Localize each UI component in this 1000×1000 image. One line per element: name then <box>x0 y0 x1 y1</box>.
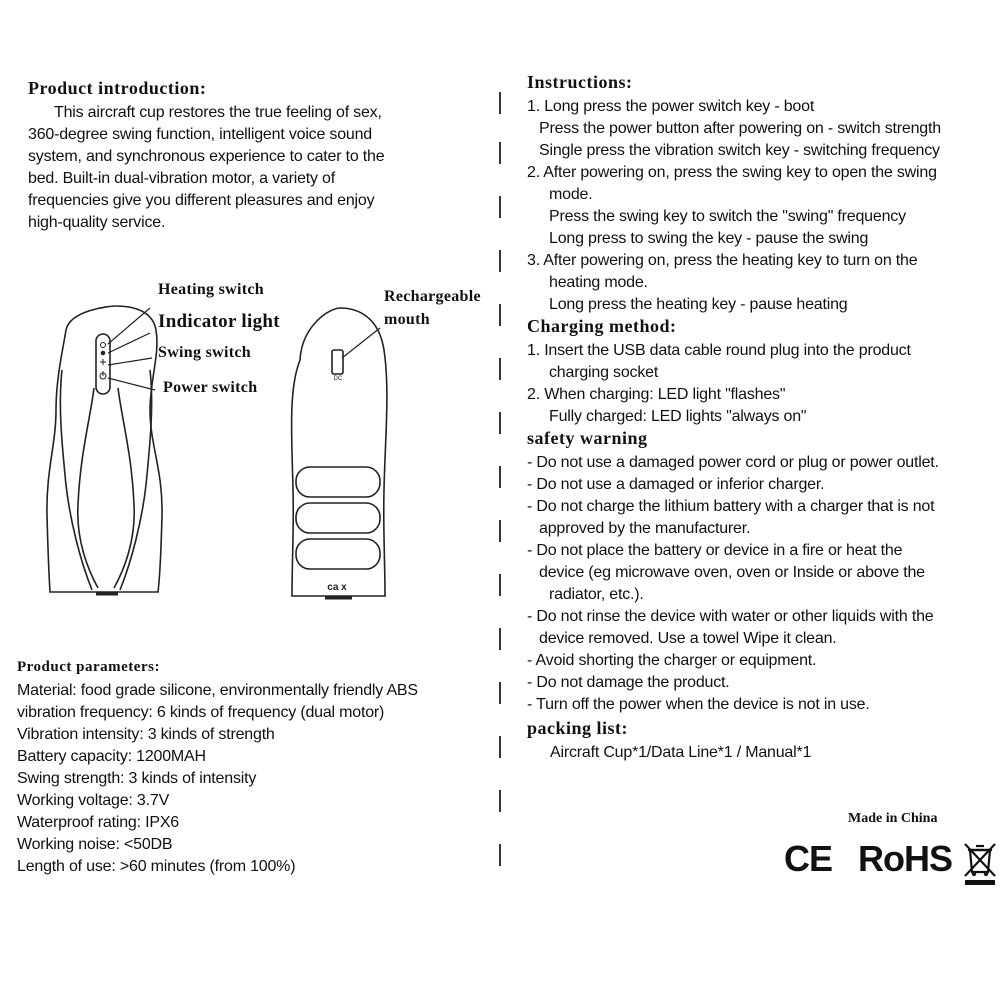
charging-heading: Charging method: <box>527 316 677 336</box>
weee-bin-icon <box>962 840 998 886</box>
product-params-heading: Product parameters: <box>17 659 160 675</box>
param-line: Waterproof rating: IPX6 <box>17 814 179 831</box>
rohs-mark: RoHS <box>858 838 952 879</box>
instruction-line: 1. Long press the power switch key - boot <box>527 98 815 115</box>
param-line: Battery capacity: 1200MAH <box>17 748 206 765</box>
instruction-line: Press the swing key to switch the "swing" frequency <box>549 208 906 225</box>
param-line: Working voltage: 3.7V <box>17 792 170 809</box>
safety-line: - Do not charge the lithium battery with a charger that is not <box>527 498 935 515</box>
safety-line: - Do not rinse the device with water or other liquids with the <box>527 608 934 625</box>
label-swing-switch: Swing switch <box>158 344 251 361</box>
safety-line: radiator, etc.). <box>549 586 644 603</box>
port-mark: DC <box>333 376 343 382</box>
back-leader-line <box>342 328 380 358</box>
param-line: Material: food grade silicone, environmentally friendly ABS <box>17 682 418 699</box>
back-mark: ca x <box>327 582 347 593</box>
control-panel-icons <box>100 343 106 380</box>
safety-line: device (eg microwave oven, oven or Inside or above the <box>539 564 925 581</box>
safety-line: - Do not use a damaged or inferior charger. <box>527 476 825 493</box>
instruction-line: Single press the vibration switch key - switching frequency <box>539 142 940 159</box>
param-line: Vibration intensity: 3 kinds of strength <box>17 726 275 743</box>
safety-line: device removed. Use a towel Wipe it clean. <box>539 630 837 647</box>
made-in-china: Made in China <box>848 811 938 826</box>
intro-line: system, and synchronous experience to cater to the <box>28 148 385 165</box>
safety-line: - Do not damage the product. <box>527 674 730 691</box>
intro-line: bed. Built-in dual-vibration motor, a variety of <box>28 170 336 187</box>
charging-line: charging socket <box>549 364 659 381</box>
param-line: Length of use: >60 minutes (from 100%) <box>17 858 296 875</box>
param-line: Working noise: <50DB <box>17 836 173 853</box>
front-view-device <box>47 306 162 594</box>
instruction-line: heating mode. <box>549 274 648 291</box>
product-intro-heading: Product introduction: <box>28 78 207 98</box>
safety-line: approved by the manufacturer. <box>539 520 751 537</box>
instruction-line: mode. <box>549 186 593 203</box>
safety-line: - Do not use a damaged power cord or plug or power outlet. <box>527 454 939 471</box>
label-mouth: mouth <box>384 311 430 328</box>
packing-heading: packing list: <box>527 718 629 738</box>
instruction-line: Long press to swing the key - pause the swing <box>549 230 869 247</box>
charging-line: 1. Insert the USB data cable round plug into the product <box>527 342 911 359</box>
packing-line: Aircraft Cup*1/Data Line*1 / Manual*1 <box>550 744 812 761</box>
label-power-switch: Power switch <box>163 379 258 396</box>
back-view-device <box>292 308 387 598</box>
intro-line: 360-degree swing function, intelligent voice sound <box>28 126 373 143</box>
heating-icon <box>101 343 106 348</box>
instructions-heading: Instructions: <box>527 72 633 92</box>
safety-line: - Avoid shorting the charger or equipment. <box>527 652 817 669</box>
safety-heading: safety warning <box>527 428 648 448</box>
instruction-line: Long press the heating key - pause heating <box>549 296 848 313</box>
product-params-list <box>17 680 418 878</box>
label-indicator-light: Indicator light <box>158 311 280 332</box>
safety-list <box>527 452 939 716</box>
param-line: vibration frequency: 6 kinds of frequency (dual motor) <box>17 704 385 721</box>
charging-line: 2. When charging: LED light "flashes" <box>527 386 786 403</box>
label-rechargeable: Rechargeable <box>384 288 481 305</box>
charging-line: Fully charged: LED lights "always on" <box>549 408 807 425</box>
swing-icon <box>100 359 106 365</box>
label-heating-switch: Heating switch <box>158 281 264 298</box>
safety-line: - Turn off the power when the device is not in use. <box>527 696 870 713</box>
front-leader-lines <box>108 308 155 390</box>
ce-mark-icon: CE <box>784 838 833 879</box>
intro-line: frequencies give you different pleasures and enjoy <box>28 192 375 209</box>
instructions-list <box>527 96 941 316</box>
charging-list <box>527 340 911 428</box>
instruction-line: 3. After powering on, press the heating key to turn on the <box>527 252 918 269</box>
intro-line: high-quality service. <box>28 214 166 231</box>
param-line: Swing strength: 3 kinds of intensity <box>17 770 257 787</box>
safety-line: - Do not place the battery or device in a fire or heat the <box>527 542 903 559</box>
instruction-line: 2. After powering on, press the swing key to open the swing <box>527 164 937 181</box>
intro-line: This aircraft cup restores the true feeling of sex, <box>54 104 382 121</box>
indicator-light-icon <box>101 351 105 355</box>
product-intro-text <box>28 102 384 234</box>
instruction-line: Press the power button after powering on - switch strength <box>539 120 941 137</box>
